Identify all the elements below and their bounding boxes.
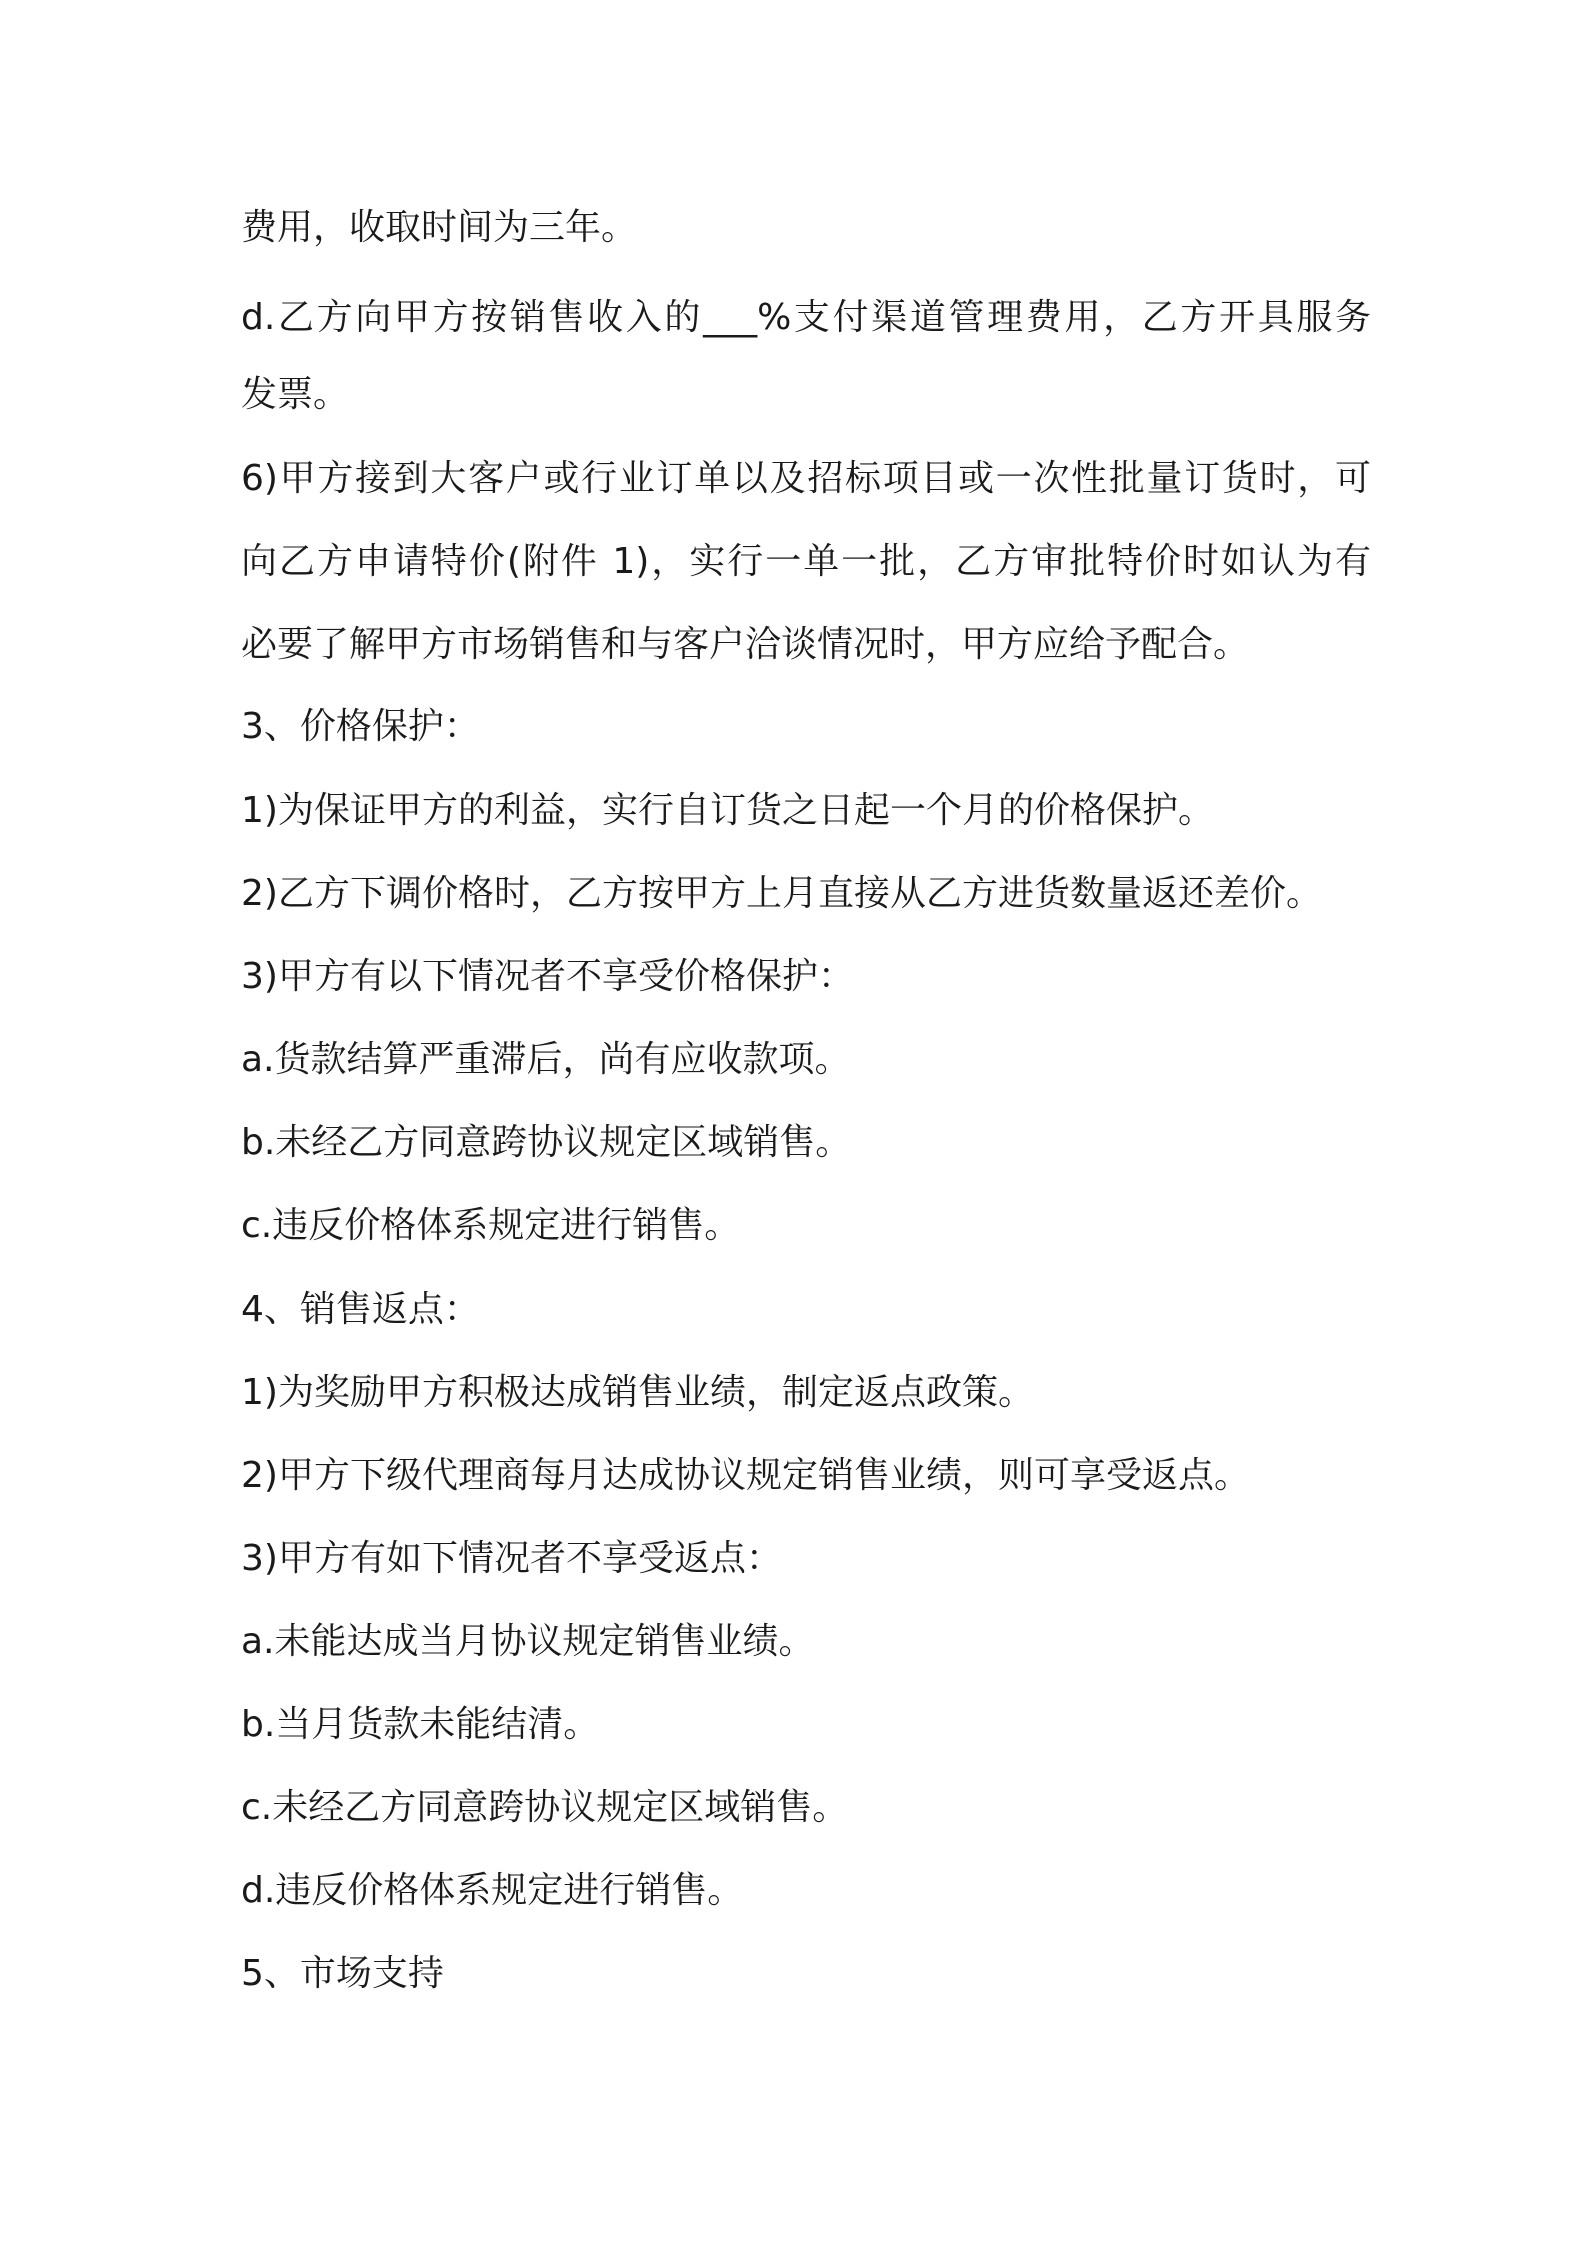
text-line-19: b.当月货款未能结清。 [241, 1704, 600, 1745]
text-line-9: 2)乙方下调价格时，乙方按甲方上月直接从乙方进货数量返还差价。 [241, 873, 1322, 914]
text-line-11: a.货款结算严重滞后，尚有应收款项。 [241, 1039, 851, 1080]
section-heading-market-support: 5、市场支持 [241, 1953, 444, 1994]
text-line-1: 费用，收取时间为三年。 [241, 207, 638, 248]
text-line-8: 1)为保证甲方的利益，实行自订货之日起一个月的价格保护。 [241, 790, 1214, 831]
text-line-2: d.乙方向甲方按销售收入的___%支付渠道管理费用，乙方开具服务 [241, 297, 1371, 338]
text-line-16: 2)甲方下级代理商每月达成协议规定销售业绩，则可享受返点。 [241, 1455, 1250, 1496]
text-line-12: b.未经乙方同意跨协议规定区域销售。 [241, 1122, 852, 1163]
text-line-3: 发票。 [241, 374, 350, 415]
text-line-17: 3)甲方有如下情况者不享受返点： [241, 1538, 782, 1579]
text-line-15: 1)为奖励甲方积极达成销售业绩，制定返点政策。 [241, 1372, 1034, 1413]
text-line-21: d.违反价格体系规定进行销售。 [241, 1870, 744, 1911]
text-line-18: a.未能达成当月协议规定销售业绩。 [241, 1621, 815, 1662]
text-line-13: c.违反价格体系规定进行销售。 [241, 1205, 741, 1246]
section-heading-sales-rebate: 4、销售返点： [241, 1289, 480, 1330]
text-line-4: 6)甲方接到大客户或行业订单以及招标项目或一次性批量订货时，可 [241, 458, 1371, 499]
text-line-20: c.未经乙方同意跨协议规定区域销售。 [241, 1787, 849, 1828]
text-line-10: 3)甲方有以下情况者不享受价格保护： [241, 956, 854, 997]
section-heading-price-protection: 3、价格保护： [241, 706, 480, 747]
text-line-5: 向乙方申请特价(附件 1)，实行一单一批，乙方审批特价时如认为有 [241, 541, 1371, 582]
text-line-6: 必要了解甲方市场销售和与客户洽谈情况时，甲方应给予配合。 [241, 624, 1250, 665]
